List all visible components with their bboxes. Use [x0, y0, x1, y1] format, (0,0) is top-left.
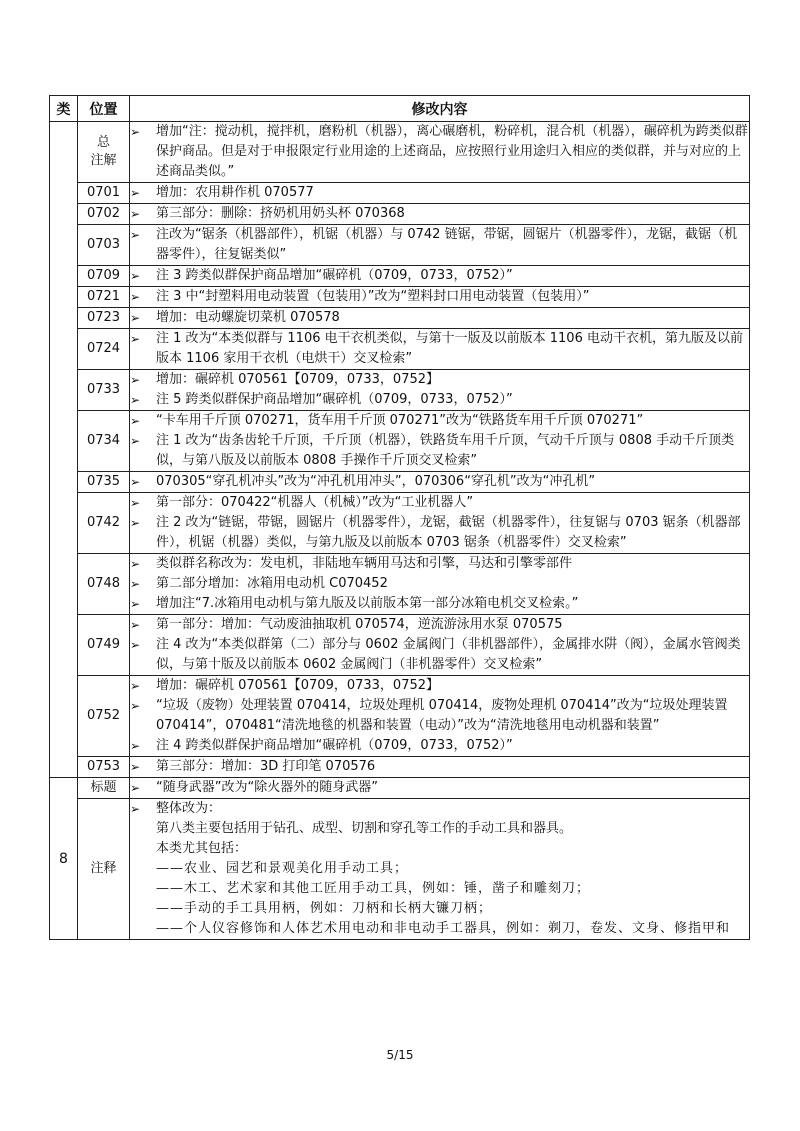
position-cell: 0724 [78, 329, 130, 370]
note-line: 本类尤其包括： [156, 841, 248, 856]
arrow-bullet-icon: ➢ [130, 618, 141, 632]
note-line: ——手动的手工具用柄，例如：刀柄和长柄大镰刀柄； [156, 901, 493, 916]
note-line: ——木工、艺术家和其他工匠用手动工具，例如：锤，凿子和雕刻刀； [156, 881, 591, 896]
table-row [50, 329, 750, 370]
amendment-text: 注 3 跨类似群保护商品增加“碾碎机（0709，0733，0752）” [156, 268, 513, 283]
arrow-bullet-icon: ➢ [130, 679, 141, 693]
amendment-item [130, 757, 749, 777]
table-row [50, 799, 750, 940]
arrow-bullet-icon: ➢ [130, 577, 141, 591]
position-cell: 0752 [78, 676, 130, 757]
amendment-item [130, 799, 749, 939]
amendment-text: 注 1 改为“齿条齿轮千斤顶，千斤顶（机器），铁路货车用千斤顶，气动千斤顶与 0808 手动千斤顶类似，与第八版及以前版本 0808 手操作千斤顶交叉检索” [156, 433, 735, 468]
header-content: 修改内容 [130, 96, 750, 122]
position-cell: 0742 [78, 493, 130, 554]
amendment-text: 第一部分：070422“机器人（机械）”改为“工业机器人” [156, 495, 474, 510]
content-cell [130, 225, 750, 266]
arrow-bullet-icon: ➢ [130, 332, 141, 346]
amendment-text: 增加：电动螺旋切菜机 070578 [156, 310, 340, 325]
amendment-text: 第二部分增加：冰箱用电动机 C070452 [156, 576, 388, 591]
amendment-item [130, 370, 749, 390]
amendment-item [130, 594, 749, 614]
amendment-item [130, 329, 749, 369]
content-cell [130, 329, 750, 370]
position-cell: 0735 [78, 472, 130, 493]
amendment-text: 注 4 跨类似群保护商品增加“碾碎机（0709，0733，0752）” [156, 738, 513, 753]
position-cell: 0703 [78, 225, 130, 266]
amendment-item [130, 183, 749, 203]
amendment-text: 注 1 改为“本类似群与 1106 电干衣机类似，与第十一版及以前版本 1106 电动干衣机，第九版及以前版本 1106 家用干衣机（电烘干）交叉检索” [156, 331, 743, 366]
amendment-item [130, 122, 749, 182]
arrow-bullet-icon: ➢ [130, 496, 141, 510]
table-row [50, 411, 750, 472]
amendment-table [49, 95, 750, 940]
amendment-text: 注 2 改为“链锯，带锯，圆锯片（机器零件），龙锯，截锯（机器零件），往复锯与 0703 锯条（机器部件），机锯（机器）类似，与第九版及以前版本 0703 锯条（机器零件）交叉检索” [156, 515, 741, 550]
content-cell [130, 183, 750, 204]
amendment-item [130, 615, 749, 635]
note-line: 第八类主要包括用于钻孔、成型、切割和穿孔等工作的手动工具和器具。 [156, 821, 573, 836]
position-cell: 0733 [78, 370, 130, 411]
position-cell: 总 注解 [78, 122, 130, 183]
arrow-bullet-icon: ➢ [130, 597, 141, 611]
content-cell [130, 204, 750, 225]
arrow-bullet-icon: ➢ [130, 781, 141, 795]
arrow-bullet-icon: ➢ [130, 739, 141, 753]
amendment-text: 增加注“7.冰箱用电动机与第九版及以前版本第一部分冰箱电机交叉检索。” [156, 596, 579, 611]
arrow-bullet-icon: ➢ [130, 434, 141, 448]
content-cell [130, 757, 750, 778]
arrow-bullet-icon: ➢ [130, 475, 141, 489]
arrow-bullet-icon: ➢ [130, 516, 141, 530]
arrow-bullet-icon: ➢ [130, 393, 141, 407]
amendment-text: “垃圾（废物）处理装置 070414，垃圾处理机 070414，废物处理机 070414”改为“垃圾处理装置 070414”，070481“清洗地毯的机器和装置（电动）”改为“清洗地毯用电动机器和装置” [156, 698, 728, 733]
amendment-item [130, 778, 749, 798]
arrow-bullet-icon: ➢ [130, 125, 141, 139]
arrow-bullet-icon: ➢ [130, 186, 141, 200]
arrow-bullet-icon: ➢ [130, 373, 141, 387]
note-line: ——农业、园艺和景观美化用手动工具； [156, 861, 409, 876]
amendment-text: 增加：碾碎机 070561【0709，0733，0752】 [156, 372, 440, 387]
table-row [50, 308, 750, 329]
content-cell [130, 308, 750, 329]
amendment-item [130, 308, 749, 328]
table-row [50, 554, 750, 615]
position-cell: 0721 [78, 287, 130, 308]
table-body [50, 122, 750, 940]
amendment-text: 增加：碾碎机 070561【0709，0733，0752】 [156, 678, 440, 693]
arrow-bullet-icon: ➢ [130, 760, 141, 774]
amendment-item [130, 574, 749, 594]
arrow-bullet-icon: ➢ [130, 557, 141, 571]
position-cell: 0709 [78, 266, 130, 287]
amendment-text: 类似群名称改为：发电机，非陆地车辆用马达和引擎，马达和引擎零部件 [156, 556, 573, 571]
content-cell [130, 676, 750, 757]
amendment-text: “随身武器”改为“除火器外的随身武器” [156, 780, 378, 795]
table-row [50, 204, 750, 225]
table-row [50, 183, 750, 204]
table-row [50, 778, 750, 799]
page-number: 5/15 [386, 1048, 414, 1062]
content-cell [130, 615, 750, 676]
amendment-item [130, 472, 749, 492]
arrow-bullet-icon: ➢ [130, 638, 141, 652]
amendment-text: 第三部分：增加：3D 打印笔 070576 [156, 759, 376, 774]
table-row [50, 287, 750, 308]
note-line: ——个人仪容修饰和人体艺术用电动和非电动手工器具，例如：剃刀，卷发、文身、修指甲和 [156, 921, 731, 936]
content-cell [130, 472, 750, 493]
position-cell: 标题 [78, 778, 130, 799]
amendment-item [130, 411, 749, 431]
content-cell [130, 493, 750, 554]
arrow-bullet-icon: ➢ [130, 802, 141, 816]
amendment-item [130, 390, 749, 410]
amendment-item [130, 676, 749, 696]
content-cell [130, 411, 750, 472]
position-cell: 0702 [78, 204, 130, 225]
table-row [50, 225, 750, 266]
content-cell [130, 287, 750, 308]
arrow-bullet-icon: ➢ [130, 699, 141, 713]
class-cell [50, 122, 78, 778]
amendment-item [130, 287, 749, 307]
table-row [50, 757, 750, 778]
header-position: 位置 [78, 96, 130, 122]
arrow-bullet-icon: ➢ [130, 311, 141, 325]
content-cell [130, 778, 750, 799]
amendment-item [130, 431, 749, 471]
position-cell: 0734 [78, 411, 130, 472]
amendment-text: 第三部分：删除：挤奶机用奶头杯 070368 [156, 206, 405, 221]
position-cell: 0701 [78, 183, 130, 204]
table-row [50, 266, 750, 287]
amendment-text: “卡车用千斤顶 070271，货车用千斤顶 070271”改为“铁路货车用千斤顶 070271” [156, 413, 644, 428]
amendment-text: 注 5 跨类似群保护商品增加“碾碎机（0709，0733，0752）” [156, 392, 513, 407]
table-row [50, 493, 750, 554]
class-number-cell: 8 [50, 778, 78, 940]
position-cell: 注释 [78, 799, 130, 940]
amendment-text: 070305“穿孔机冲头”改为“冲孔机用冲头”，070306“穿孔机”改为“冲孔机” [156, 474, 596, 489]
amendment-item [130, 513, 749, 553]
position-cell: 0749 [78, 615, 130, 676]
content-cell [130, 370, 750, 411]
position-cell: 0753 [78, 757, 130, 778]
content-cell [130, 799, 750, 940]
table-row [50, 676, 750, 757]
amendment-text: 注改为“锯条（机器部件），机锯（机器）与 0742 链锯，带锯，圆锯片（机器零件），龙锯，截锯（机器零件），往复锯类似” [156, 227, 738, 262]
amendment-text: 第一部分：增加：气动废油抽取机 070574，逆流游泳用水泵 070575 [156, 617, 563, 632]
amendment-text: 增加：农用耕作机 070577 [156, 185, 314, 200]
table-row [50, 122, 750, 183]
arrow-bullet-icon: ➢ [130, 207, 141, 221]
amendment-text: 增加“注：搅动机，搅拌机，磨粉机（机器），离心碾磨机，粉碎机，混合机（机器），碾碎机为跨类似群保护商品。但是对于申报限定行业用途的上述商品，应按照行业用途归入相应的类似群，并与对应的上述商品类似。” [156, 124, 748, 179]
arrow-bullet-icon: ➢ [130, 269, 141, 283]
amendment-item [130, 696, 749, 736]
position-cell: 0748 [78, 554, 130, 615]
table-row [50, 472, 750, 493]
content-cell [130, 554, 750, 615]
amendment-text: 整体改为： [156, 801, 222, 816]
amendment-item [130, 493, 749, 513]
arrow-bullet-icon: ➢ [130, 414, 141, 428]
header-class: 类 [50, 96, 78, 122]
amendment-item [130, 635, 749, 675]
content-cell [130, 122, 750, 183]
amendment-item [130, 554, 749, 574]
amendment-item [130, 266, 749, 286]
amendment-item [130, 204, 749, 224]
amendment-item [130, 225, 749, 265]
amendment-item [130, 736, 749, 756]
amendment-text: 注 3 中“封塑料用电动装置（包装用）”改为“塑料封口用电动装置（包装用）” [156, 289, 590, 304]
arrow-bullet-icon: ➢ [130, 290, 141, 304]
table-row [50, 615, 750, 676]
table-row [50, 370, 750, 411]
arrow-bullet-icon: ➢ [130, 228, 141, 242]
table-header-row [50, 96, 750, 122]
position-cell: 0723 [78, 308, 130, 329]
amendment-text: 注 4 改为“本类似群第（二）部分与 0602 金属阀门（非机器部件），金属排水阱（阀），金属水管阀类似，与第十版及以前版本 0602 金属阀门（非机器零件）交叉检索” [156, 637, 741, 672]
content-cell [130, 266, 750, 287]
